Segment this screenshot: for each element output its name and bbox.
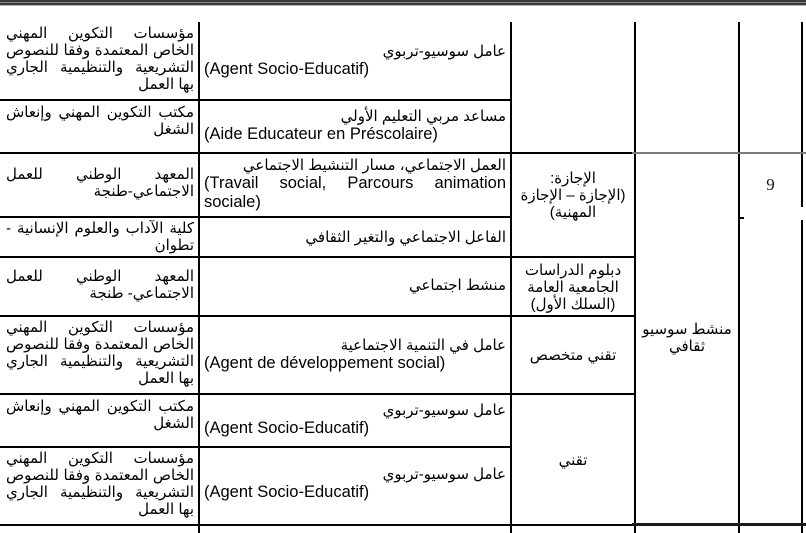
specialty-ar: عامل في التنمية الاجتماعية bbox=[340, 337, 506, 354]
grade-number-cell bbox=[740, 176, 801, 194]
institution-cell-2: مكتب التكوين المهني وإنعاش الشغل bbox=[6, 104, 194, 138]
institution-cell-7: مكتب التكوين المهني وإنعاش الشغل bbox=[6, 398, 194, 432]
specialty-cell-7 bbox=[200, 402, 510, 438]
diploma-line: الإجازة: bbox=[550, 170, 596, 187]
specialty-fr: (Travail social, Parcours animation sociale) bbox=[204, 174, 506, 211]
grid-line-v5b bbox=[801, 220, 803, 533]
specialty-fr: (Agent Socio-Educatif) bbox=[204, 483, 370, 501]
position-line: ثقافي bbox=[668, 338, 705, 355]
specialty-ar: العمل الاجتماعي، مسار التنشيط الاجتماعي bbox=[242, 157, 506, 174]
diploma-line: الجامعية العامة bbox=[527, 279, 619, 296]
grid-line-h8 bbox=[0, 524, 636, 526]
diploma-line: دبلوم الدراسات bbox=[524, 262, 622, 279]
grid-line-h3 bbox=[0, 216, 512, 218]
diploma-line: تقني متخصص bbox=[529, 347, 617, 364]
specialty-cell-4 bbox=[200, 229, 510, 246]
specialty-ar: الفاعل الاجتماعي والتغير الثقافي bbox=[305, 229, 506, 246]
institution-cell-3: المعهد الوطني للعمل الاجتماعي-طنجة bbox=[6, 166, 194, 200]
grid-line-h5 bbox=[0, 315, 636, 317]
specialty-ar: عامل سوسيو-تربوي bbox=[382, 466, 506, 483]
specialty-ar: عامل سوسيو-تربوي bbox=[382, 402, 506, 419]
specialty-ar: عامل سوسيو-تربوي bbox=[382, 43, 506, 60]
position-cell bbox=[636, 321, 738, 355]
grid-line-v4 bbox=[738, 22, 740, 533]
specialty-cell-1 bbox=[200, 43, 510, 79]
diploma-level-licence bbox=[512, 170, 634, 221]
specialty-fr: (Agent de développement social) bbox=[204, 354, 446, 372]
grid-line-h2 bbox=[0, 152, 636, 154]
diploma-level-technicien-specialise bbox=[512, 347, 634, 364]
grid-line-h2-right bbox=[632, 152, 806, 154]
diploma-line: تقني bbox=[558, 452, 588, 469]
grid-tick-9 bbox=[738, 217, 744, 219]
specialty-cell-3 bbox=[200, 157, 510, 212]
specialty-ar: منشط اجتماعي bbox=[408, 277, 506, 294]
grid-line-v3 bbox=[634, 22, 636, 533]
specialty-fr: (Agent Socio-Educatif) bbox=[204, 60, 370, 78]
diploma-level-technicien bbox=[512, 452, 634, 469]
specialty-fr: (Aide Educateur en Préscolaire) bbox=[204, 125, 438, 143]
grid-line-h1 bbox=[0, 99, 512, 101]
grade-number: 9 bbox=[766, 175, 775, 194]
specialty-cell-6 bbox=[200, 337, 510, 373]
window-top-edge bbox=[0, 0, 806, 6]
specialty-fr: (Agent Socio-Educatif) bbox=[204, 419, 370, 437]
diploma-line: (السلك الأول) bbox=[530, 296, 616, 313]
institution-cell-4: كلية الآداب والعلوم الإنسانية - تطوان bbox=[6, 220, 194, 254]
diploma-line: المهنية) bbox=[549, 204, 597, 221]
diploma-level-deug bbox=[512, 262, 634, 313]
grid-line-v5 bbox=[801, 22, 803, 207]
institution-cell-1: مؤسسات التكوين المهني الخاص المعتمدة وفقا للنصوص التشريعية والتنظيمية الجاري بها العمل bbox=[6, 25, 194, 93]
specialty-cell-8 bbox=[200, 466, 510, 502]
diploma-line: (الإجازة – الإجازة bbox=[520, 187, 626, 204]
position-line: منشط سوسيو bbox=[642, 321, 732, 338]
specialty-ar: مساعد مربي التعليم الأولي bbox=[340, 108, 506, 125]
grid-line-h4 bbox=[0, 256, 636, 258]
grid-line-h8-right bbox=[632, 523, 806, 526]
institution-cell-6: مؤسسات التكوين المهني الخاص المعتمدة وفقا للنصوص التشريعية والتنظيمية الجاري بها العمل bbox=[6, 319, 194, 387]
institution-cell-8: مؤسسات التكوين المهني الخاص المعتمدة وفقا للنصوص التشريعية والتنظيمية الجاري بها العمل bbox=[6, 450, 194, 518]
institution-cell-5: المعهد الوطني للعمل الاجتماعي- طنجة bbox=[6, 268, 194, 302]
grid-line-h6 bbox=[0, 393, 636, 395]
specialty-cell-2 bbox=[200, 108, 510, 144]
specialty-cell-5 bbox=[200, 277, 510, 294]
grid-line-h7 bbox=[0, 446, 512, 448]
